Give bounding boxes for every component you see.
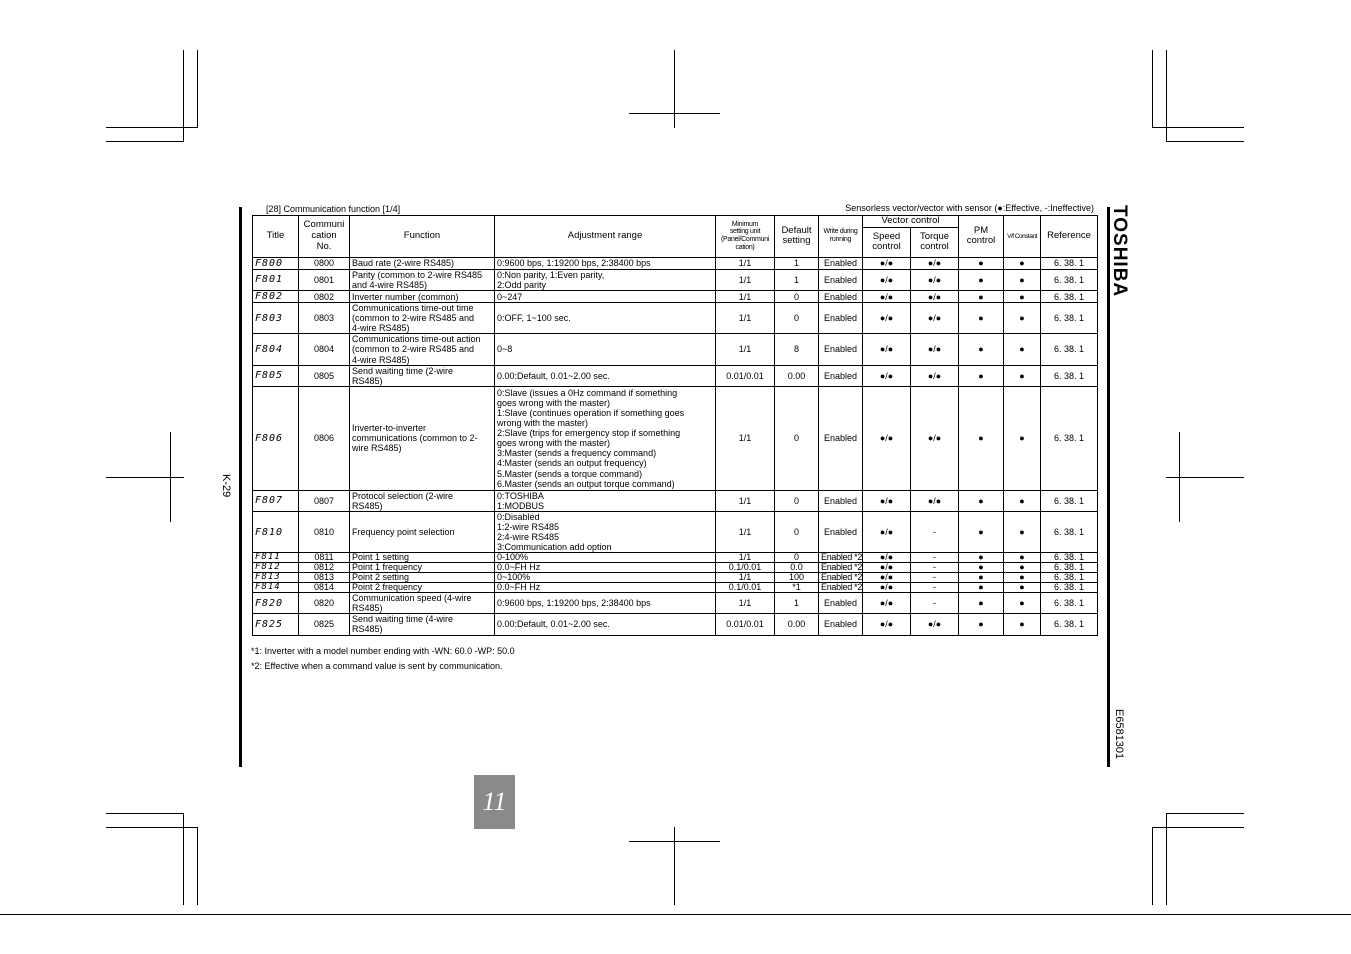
write-cell: Enabled [819,257,863,269]
vf-cell: ● [1004,593,1041,614]
comm-number: 0805 [299,365,350,386]
torque-cell: ●/● [911,257,959,269]
table-row [253,583,1098,593]
min-unit-cell: 1/1 [716,490,775,511]
torque-cell: ●/● [911,614,959,635]
table-row [253,386,1098,490]
torque-cell: ●/● [911,386,959,490]
default-cell: 0.00 [775,614,819,635]
pm-cell: ● [959,490,1004,511]
vf-cell: ● [1004,511,1041,552]
range-cell: 0:Slave (issues a 0Hz command if something goes wrong with the master) 1:Slave (continues operation if something goes wrong with the master) 2:Slave (trips for emergency stop if something goes wrong with the master) 3:Master (sends a frequency command) 4:Master (sends an output frequency) 5.Master (sends a torque command) 6.Master (sends an output torque command) [495,386,716,490]
param-title: F813 [253,573,299,583]
vf-cell: ● [1004,573,1041,583]
reference-cell: 6. 38. 1 [1041,511,1098,552]
vf-cell: ● [1004,614,1041,635]
table-row [253,614,1098,635]
reference-cell: 6. 38. 1 [1041,365,1098,386]
header-speed: Speed control [863,227,911,257]
torque-cell: - [911,563,959,573]
parameter-table [252,215,1098,636]
param-title: F825 [253,614,299,635]
torque-cell: ●/● [911,269,959,290]
param-title: F807 [253,490,299,511]
header-write: Write during running [819,216,863,258]
footnote-1: *1: Inverter with a model number ending with -WN: 60.0 -WP: 50.0 [251,646,515,656]
pm-cell: ● [959,553,1004,563]
torque-cell: - [911,593,959,614]
comm-number: 0802 [299,290,350,302]
section-tab: 11 [474,775,515,829]
default-cell: 8 [775,334,819,365]
page-caption: [28] Communication function [1/4] [266,204,401,214]
range-cell: 0:9600 bps, 1:19200 bps, 2:38400 bps [495,257,716,269]
table-row [253,563,1098,573]
param-title: F814 [253,583,299,593]
comm-number: 0812 [299,563,350,573]
pm-cell: ● [959,269,1004,290]
comm-number: 0810 [299,511,350,552]
function-cell: Send waiting time (4-wire RS485) [350,614,495,635]
header-reference: Reference [1041,216,1098,258]
default-cell: 1 [775,257,819,269]
min-unit-cell: 1/1 [716,553,775,563]
comm-number: 0811 [299,553,350,563]
speed-cell: ●/● [863,490,911,511]
range-cell: 0~100% [495,573,716,583]
speed-cell: ●/● [863,583,911,593]
function-cell: Send waiting time (2-wire RS485) [350,365,495,386]
default-cell: 0 [775,303,819,334]
write-cell: Enabled [819,269,863,290]
pm-cell: ● [959,386,1004,490]
table-row [253,334,1098,365]
vf-cell: ● [1004,583,1041,593]
min-unit-cell: 1/1 [716,303,775,334]
comm-number: 0820 [299,593,350,614]
table-row [253,511,1098,552]
speed-cell: ●/● [863,257,911,269]
reference-cell: 6. 38. 1 [1041,614,1098,635]
write-cell: Enabled [819,365,863,386]
range-cell: 0-100% [495,553,716,563]
range-cell: 0:Disabled 1:2-wire RS485 2:4-wire RS485 3:Communication add option [495,511,716,552]
table-row [253,573,1098,583]
default-cell: 0.0 [775,563,819,573]
comm-number: 0825 [299,614,350,635]
default-cell: 0 [775,386,819,490]
function-cell: Point 2 frequency [350,583,495,593]
left-margin-bar [239,207,242,767]
speed-cell: ●/● [863,511,911,552]
table-row [253,257,1098,269]
header-torque: Torque control [911,227,959,257]
pm-cell: ● [959,290,1004,302]
param-title: F803 [253,303,299,334]
torque-cell: ●/● [911,490,959,511]
pm-cell: ● [959,511,1004,552]
pm-cell: ● [959,573,1004,583]
min-unit-cell: 0.01/0.01 [716,614,775,635]
pm-cell: ● [959,593,1004,614]
speed-cell: ●/● [863,573,911,583]
function-cell: Communications time-out time (common to 2-wire RS485 and 4-wire RS485) [350,303,495,334]
range-cell: 0~247 [495,290,716,302]
param-title: F812 [253,563,299,573]
param-title: F806 [253,386,299,490]
pm-cell: ● [959,583,1004,593]
function-cell: Point 1 setting [350,553,495,563]
min-unit-cell: 1/1 [716,593,775,614]
min-unit-cell: 1/1 [716,269,775,290]
function-cell: Baud rate (2-wire RS485) [350,257,495,269]
write-cell: Enabled *2 [819,563,863,573]
pm-cell: ● [959,614,1004,635]
brand-logo: TOSHIBA [1109,205,1130,298]
header-range: Adjustment range [495,216,716,258]
function-cell: Point 1 frequency [350,563,495,573]
reference-cell: 6. 38. 1 [1041,593,1098,614]
header-comm-no: Communi cation No. [299,216,350,258]
default-cell: 0 [775,290,819,302]
range-cell: 0.00:Default, 0.01~2.00 sec. [495,365,716,386]
page-number: K-29 [220,474,232,498]
reference-cell: 6. 38. 1 [1041,573,1098,583]
param-title: F801 [253,269,299,290]
write-cell: Enabled [819,290,863,302]
comm-number: 0801 [299,269,350,290]
vf-cell: ● [1004,290,1041,302]
function-cell: Inverter-to-inverter communications (common to 2- wire RS485) [350,386,495,490]
speed-cell: ●/● [863,553,911,563]
vf-cell: ● [1004,365,1041,386]
write-cell: Enabled *2 [819,573,863,583]
min-unit-cell: 1/1 [716,290,775,302]
header-min-unit: Minimum setting unit (Panel/Communi cation) [716,216,775,258]
range-cell: 0:9600 bps, 1:19200 bps, 2:38400 bps [495,593,716,614]
param-title: F802 [253,290,299,302]
speed-cell: ●/● [863,334,911,365]
speed-cell: ●/● [863,593,911,614]
range-cell: 0.00:Default, 0.01~2.00 sec. [495,614,716,635]
speed-cell: ●/● [863,365,911,386]
torque-cell: - [911,553,959,563]
write-cell: Enabled [819,593,863,614]
header-vector-group: Vector control [863,216,959,228]
comm-number: 0803 [299,303,350,334]
table-row [253,269,1098,290]
speed-cell: ●/● [863,290,911,302]
speed-cell: ●/● [863,563,911,573]
vf-cell: ● [1004,334,1041,365]
range-cell: 0:OFF, 1~100 sec. [495,303,716,334]
param-title: F800 [253,257,299,269]
range-cell: 0.0~FH Hz [495,563,716,573]
range-cell: 0.0~FH Hz [495,583,716,593]
speed-cell: ●/● [863,614,911,635]
range-cell: 0~8 [495,334,716,365]
min-unit-cell: 1/1 [716,257,775,269]
function-cell: Protocol selection (2-wire RS485) [350,490,495,511]
reference-cell: 6. 38. 1 [1041,386,1098,490]
min-unit-cell: 0.1/0.01 [716,583,775,593]
reference-cell: 6. 38. 1 [1041,563,1098,573]
vf-cell: ● [1004,553,1041,563]
torque-cell: ●/● [911,303,959,334]
torque-cell: - [911,511,959,552]
min-unit-cell: 1/1 [716,511,775,552]
torque-cell: ●/● [911,290,959,302]
doc-code: E6581301 [1113,709,1125,760]
function-cell: Frequency point selection [350,511,495,552]
header-default: Default setting [775,216,819,258]
param-title: F805 [253,365,299,386]
pm-cell: ● [959,257,1004,269]
function-cell: Parity (common to 2-wire RS485 and 4-wire RS485) [350,269,495,290]
default-cell: 0 [775,511,819,552]
reference-cell: 6. 38. 1 [1041,303,1098,334]
comm-number: 0806 [299,386,350,490]
comm-number: 0813 [299,573,350,583]
param-title: F820 [253,593,299,614]
vf-cell: ● [1004,386,1041,490]
comm-number: 0814 [299,583,350,593]
header-function: Function [350,216,495,258]
pm-cell: ● [959,365,1004,386]
pm-cell: ● [959,334,1004,365]
torque-cell: ●/● [911,365,959,386]
default-cell: 0 [775,553,819,563]
torque-cell: - [911,583,959,593]
header-pm: PM control [959,216,1004,258]
reference-cell: 6. 38. 1 [1041,583,1098,593]
function-cell: Point 2 setting [350,573,495,583]
comm-number: 0807 [299,490,350,511]
table-row [253,365,1098,386]
reference-cell: 6. 38. 1 [1041,553,1098,563]
range-cell: 0:Non parity, 1:Even parity, 2:Odd parity [495,269,716,290]
comm-number: 0804 [299,334,350,365]
default-cell: 1 [775,269,819,290]
vf-cell: ● [1004,269,1041,290]
table-row [253,303,1098,334]
function-cell: Communication speed (4-wire RS485) [350,593,495,614]
torque-cell: ●/● [911,334,959,365]
param-title: F804 [253,334,299,365]
speed-cell: ●/● [863,386,911,490]
write-cell: Enabled *2 [819,583,863,593]
effectiveness-legend: Sensorless vector/vector with sensor (●:Effective, -:Ineffective) [845,203,1094,213]
pm-cell: ● [959,563,1004,573]
range-cell: 0:TOSHIBA 1:MODBUS [495,490,716,511]
speed-cell: ●/● [863,303,911,334]
table-row [253,490,1098,511]
write-cell: Enabled [819,614,863,635]
reference-cell: 6. 38. 1 [1041,490,1098,511]
min-unit-cell: 1/1 [716,334,775,365]
min-unit-cell: 0.01/0.01 [716,365,775,386]
vf-cell: ● [1004,303,1041,334]
footnote-2: *2: Effective when a command value is sent by communication. [251,661,503,671]
param-title: F811 [253,553,299,563]
write-cell: Enabled [819,511,863,552]
header-vf: V/f Constant [1004,216,1041,258]
default-cell: 0 [775,490,819,511]
min-unit-cell: 1/1 [716,386,775,490]
function-cell: Inverter number (common) [350,290,495,302]
reference-cell: 6. 38. 1 [1041,257,1098,269]
reference-cell: 6. 38. 1 [1041,269,1098,290]
default-cell: 1 [775,593,819,614]
write-cell: Enabled [819,386,863,490]
write-cell: Enabled [819,334,863,365]
write-cell: Enabled [819,303,863,334]
default-cell: *1 [775,583,819,593]
table-row [253,593,1098,614]
reference-cell: 6. 38. 1 [1041,290,1098,302]
comm-number: 0800 [299,257,350,269]
header-title: Title [253,216,299,258]
vf-cell: ● [1004,490,1041,511]
min-unit-cell: 1/1 [716,573,775,583]
speed-cell: ●/● [863,269,911,290]
table-row [253,553,1098,563]
default-cell: 100 [775,573,819,583]
pm-cell: ● [959,303,1004,334]
function-cell: Communications time-out action (common to 2-wire RS485 and 4-wire RS485) [350,334,495,365]
vf-cell: ● [1004,257,1041,269]
vf-cell: ● [1004,563,1041,573]
write-cell: Enabled *2 [819,553,863,563]
reference-cell: 6. 38. 1 [1041,334,1098,365]
torque-cell: - [911,573,959,583]
min-unit-cell: 0.1/0.01 [716,563,775,573]
param-title: F810 [253,511,299,552]
table-row [253,290,1098,302]
write-cell: Enabled [819,490,863,511]
default-cell: 0.00 [775,365,819,386]
